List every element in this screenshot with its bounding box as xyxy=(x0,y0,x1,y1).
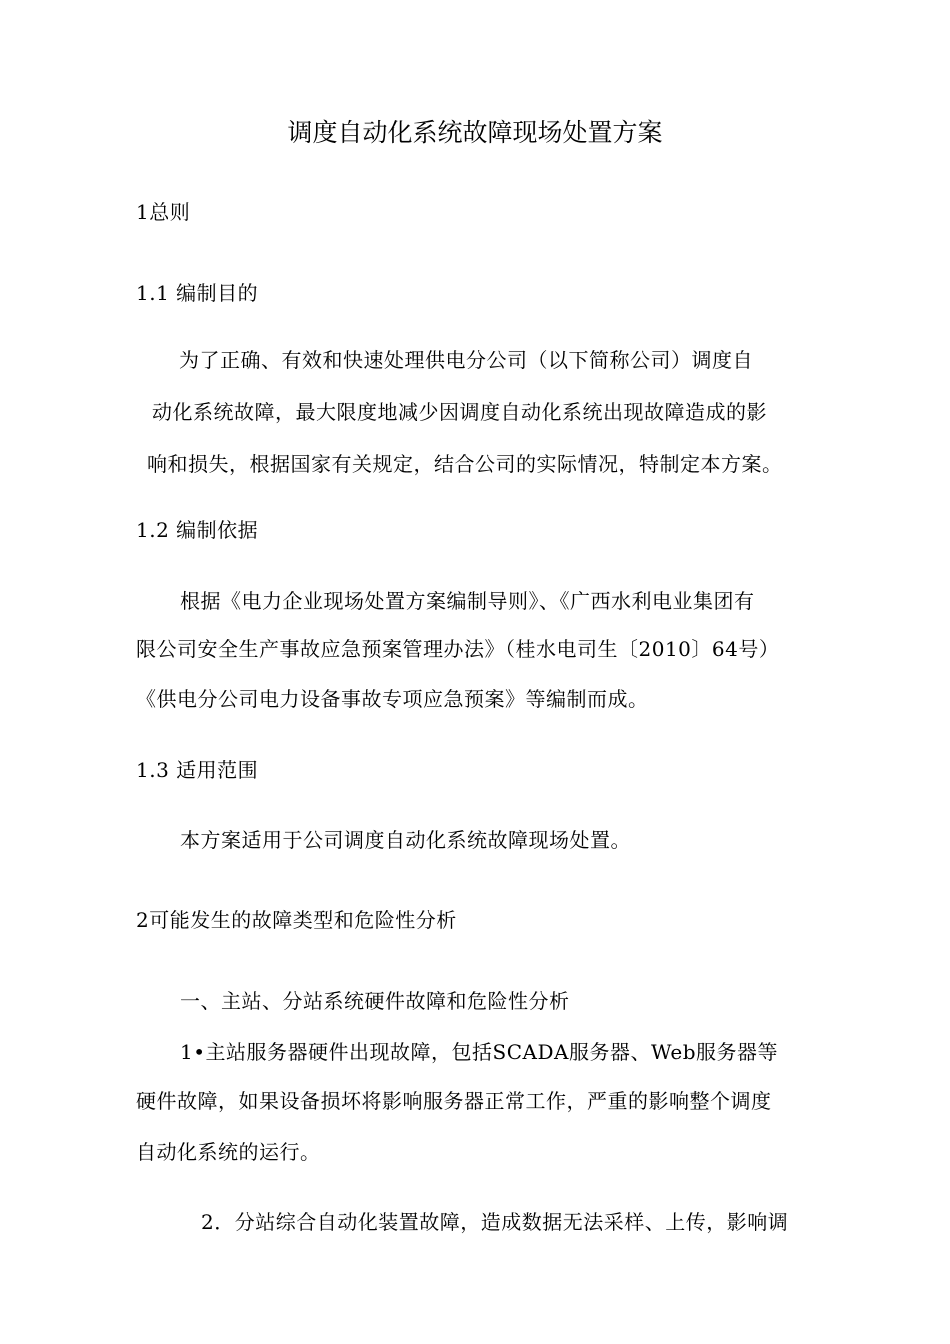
document-title: 调度自动化系统故障现场处置方案 xyxy=(287,118,663,147)
paragraph-line: 《供电分公司电力设备事故专项应急预案》等编制而成。 xyxy=(136,687,649,711)
paragraph-line: 本方案适用于公司调度自动化系统故障现场处置。 xyxy=(180,828,631,852)
paragraph-line: 限公司安全生产事故应急预案管理办法》（桂水电司生〔2010〕64号） xyxy=(136,637,780,661)
section-heading-1-3: 1.3 适用范围 xyxy=(136,758,259,782)
paragraph-line: 为了正确、有效和快速处理供电分公司（以下简称公司）调度自 xyxy=(179,348,753,372)
list-item-line: 硬件故障，如果设备损坏将影响服务器正常工作，严重的影响整个调度 xyxy=(136,1089,772,1113)
section-heading-2: 2可能发生的故障类型和危险性分析 xyxy=(136,908,457,932)
subsection-heading: 一、主站、分站系统硬件故障和危险性分析 xyxy=(180,989,570,1013)
list-item-line: 2．分站综合自动化装置故障，造成数据无法采样、上传，影响调 xyxy=(201,1210,789,1234)
section-heading-1: 1总则 xyxy=(136,200,191,224)
section-heading-1-1: 1.1 编制目的 xyxy=(136,281,259,305)
paragraph-line: 根据《电力企业现场处置方案编制导则》、《广西水利电业集团有 xyxy=(180,589,755,613)
list-item-line: 自动化系统的运行。 xyxy=(136,1140,321,1164)
paragraph-line: 响和损失，根据国家有关规定，结合公司的实际情况，特制定本方案。 xyxy=(147,452,783,476)
section-heading-1-2: 1.2 编制依据 xyxy=(136,518,259,542)
paragraph-line: 动化系统故障，最大限度地减少因调度自动化系统出现故障造成的影 xyxy=(152,400,767,424)
list-item-line: 1•主站服务器硬件出现故障，包括SCADA服务器、Web服务器等 xyxy=(180,1040,779,1064)
